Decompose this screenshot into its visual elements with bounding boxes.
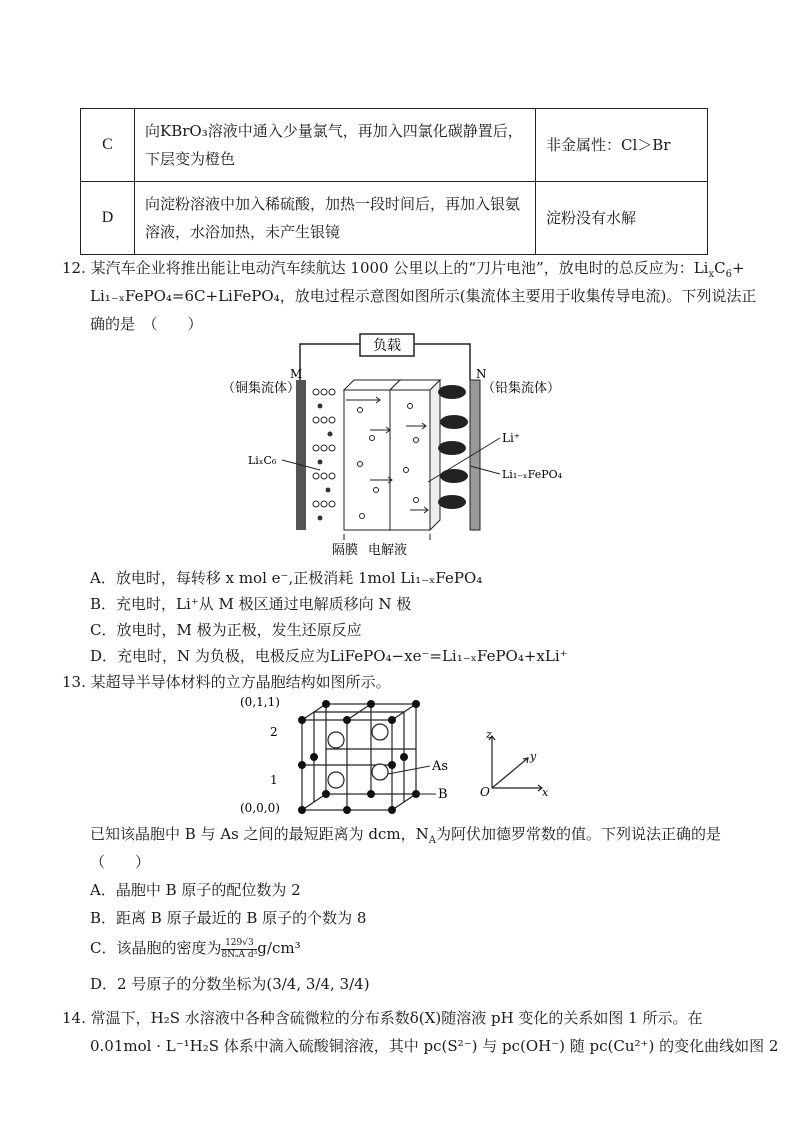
q13-given-text: 已知该晶胞中 B 与 As 之间的最短距离为 dcm，N [90, 825, 429, 843]
m-electrode [296, 380, 306, 530]
q14-line1 [62, 1006, 703, 1030]
as-label: As [432, 759, 449, 774]
q12-line1 [62, 256, 745, 280]
q12-text: 某汽车企业将推出能让电动汽车续航达 1000 公里以上的“刀片电池”，放电时的总反应为：Li [90, 259, 709, 277]
row-method [135, 182, 536, 255]
as-atoms [328, 724, 388, 788]
fraction-denominator: 8NₐA d³ [221, 949, 258, 960]
battery-diagram [220, 330, 590, 560]
crystal-cell-diagram [230, 692, 560, 820]
row-method [135, 109, 536, 182]
q14-line2: 0.01mol · L⁻¹H₂S 体系中滴入硫酸铜溶液，其中 pc(S²⁻) 与 pc(OH⁻) 随 pc(Cu²⁺) 的变化曲线如图 2 [90, 1037, 779, 1055]
copper-label: （铜集流体） [222, 381, 301, 396]
origin-label: O [480, 785, 490, 799]
method-line: 向KBrO₃溶液中通入少量氯气，再加入四氯化碳静置后， [145, 122, 523, 140]
y-axis-label: y [530, 750, 537, 763]
aluminum-label: （铅集流体） [482, 381, 561, 396]
method-line: 向淀粉溶液中加入稀硫酸，加热一段时间后，再加入银氨 [145, 195, 521, 213]
q14-text: 常温下，H₂S 水溶液中各种含硫微粒的分布系数δ(X)随溶液 pH 变化的关系如图 1 所示。在 [90, 1009, 703, 1027]
q13-d-prefix: D．2 号原子的分数坐标为 [90, 975, 267, 993]
q13-c-unit: g/cm³ [257, 939, 301, 957]
axes [489, 736, 542, 791]
table-row [81, 182, 708, 255]
q12-option-a: A．放电时，每转移 x mol e⁻,正极消耗 1mol Li₁₋ₓFePO₄ [90, 569, 483, 587]
separator-label: 隔膜 [332, 543, 359, 558]
density-fraction [221, 938, 257, 961]
q13-text: 某超导半导体材料的立方晶胞结构如图所示。 [90, 673, 391, 691]
q13-option-a: A．晶胞中 B 原子的配位数为 2 [90, 881, 301, 899]
question-number: 13. [62, 673, 86, 691]
atom-1-label: 1 [270, 773, 278, 787]
b-atoms [298, 700, 420, 814]
q13-paren: （ ） [90, 853, 151, 871]
q13-c-prefix: C．该晶胞的密度为 [90, 939, 222, 957]
method-line: 下层变为橙色 [145, 150, 236, 168]
x-axis-label: x [542, 786, 549, 799]
b-label: B [438, 787, 448, 802]
fraction-coords: 3/4, 3/4, 3/4 [272, 975, 364, 993]
q13-option-d [90, 972, 370, 996]
graphite-layers [313, 389, 335, 507]
question-number: 12. [62, 259, 86, 277]
q13-option-c [90, 936, 301, 961]
row-key: C [81, 109, 135, 182]
coord-000: (0,0,0) [240, 801, 280, 815]
q12-option-b: B．充电时，Li⁺从 M 极区通过电解质移向 N 极 [90, 595, 412, 613]
question-number: 14. [62, 1009, 86, 1027]
load-label: 负载 [373, 338, 401, 354]
li-ion-label: Li⁺ [502, 431, 521, 445]
table-row [81, 109, 708, 182]
row-key: D [81, 182, 135, 255]
row-conclusion: 非金属性：Cl＞Br [536, 109, 708, 182]
q13-option-b: B．距离 B 原子最近的 B 原子的个数为 8 [90, 909, 367, 927]
q12-line3: 确的是 （ ） [90, 315, 203, 333]
q12-option-d: D．充电时，N 为负极，电极反应为LiFePO₄−xe⁻=Li₁₋ₓFePO₄+xLi⁺ [90, 647, 568, 665]
q12-end: + [731, 259, 745, 277]
q13-given [90, 822, 721, 846]
q13-given-tail: 为阿伏加德罗常数的值。下列说法正确的是 [435, 825, 721, 843]
lixc6-label: LiₓC₆ [248, 454, 277, 467]
fraction-numerator: 129√3 [221, 938, 257, 950]
lifepo4-label: Li₁₋ₓFePO₄ [502, 468, 563, 481]
atom-2-label: 2 [270, 725, 278, 739]
row-conclusion: 淀粉没有水解 [536, 182, 708, 255]
q12-option-c: C．放电时，M 极为正极，发生还原反应 [90, 621, 362, 639]
q12-tail: C [714, 259, 726, 277]
cathode-particles [438, 385, 468, 509]
q12-sub: x [708, 269, 715, 280]
q13-stem [62, 670, 391, 694]
z-axis-label: z [486, 728, 492, 741]
coord-011: (0,1,1) [240, 695, 280, 709]
q12-line2: Li₁₋ₓFePO₄=6C+LiFePO₄，放电过程示意图如图所示(集流体主要用于收集传导电流)。下列说法正 [90, 287, 757, 305]
electrolyte-label: 电解液 [368, 543, 408, 558]
cell-edges [302, 704, 416, 810]
q13-d-coords: (3/4, 3/4, 3/4) [266, 975, 370, 993]
electrolyte-left [344, 390, 390, 530]
n-label: N [476, 367, 487, 381]
method-line: 溶液，水浴加热，未产生银镜 [145, 223, 341, 241]
electrolyte-right [390, 390, 430, 530]
m-label: M [290, 367, 303, 381]
q13-given-sub: A [428, 835, 436, 846]
options-table [80, 108, 708, 255]
q12-sub2: 6 [725, 269, 732, 280]
